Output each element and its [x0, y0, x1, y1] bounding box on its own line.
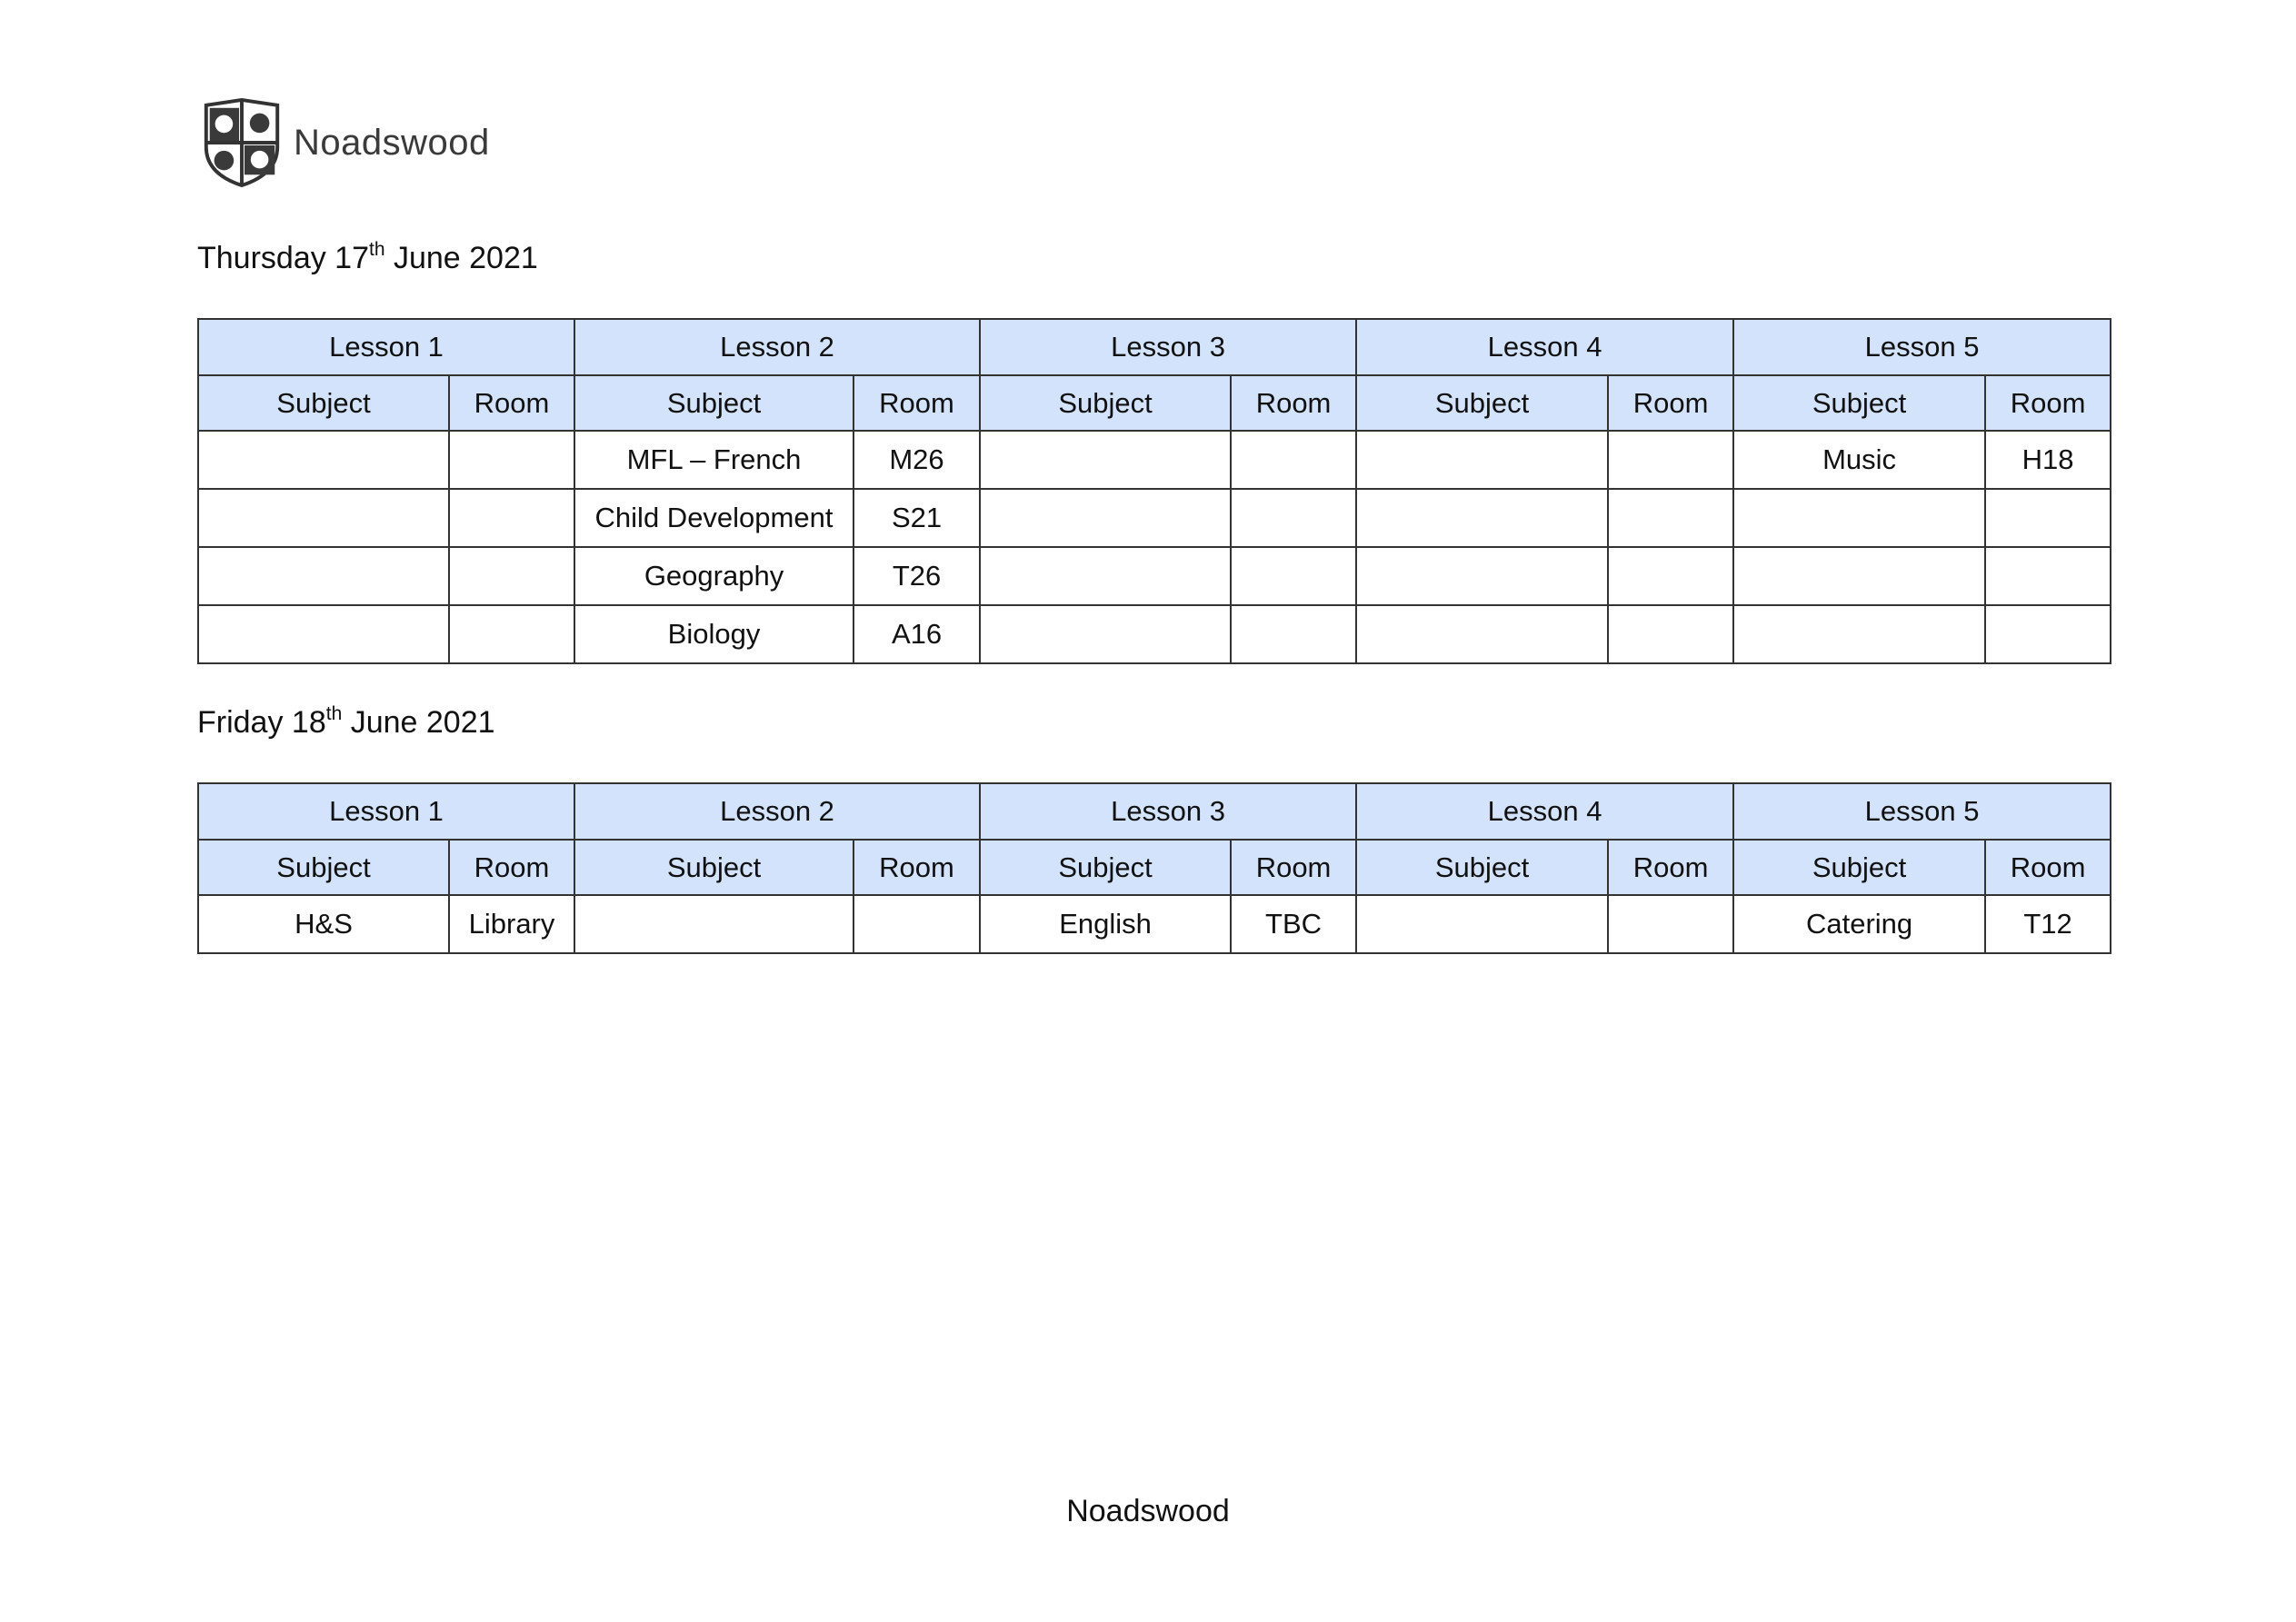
date-prefix: Thursday 17 — [197, 241, 369, 275]
room-cell — [854, 895, 980, 953]
date-suffix: th — [369, 239, 385, 260]
timetable-thursday — [197, 318, 2111, 664]
lesson-header: Lesson 4 — [1356, 783, 1733, 840]
room-cell: TBC — [1231, 895, 1356, 953]
page-footer: Noadswood — [1066, 1494, 1230, 1528]
lesson-header: Lesson 1 — [198, 783, 574, 840]
subject-cell — [198, 547, 449, 605]
lesson-header: Lesson 2 — [574, 783, 980, 840]
subject-header: Subject — [574, 840, 854, 895]
table-row — [198, 489, 2111, 547]
subject-header: Subject — [198, 840, 449, 895]
lesson-header: Lesson 3 — [980, 319, 1356, 375]
room-cell — [1231, 431, 1356, 489]
subject-cell — [198, 489, 449, 547]
date-suffix: th — [325, 703, 343, 724]
table-row — [198, 605, 2111, 663]
subject-cell: Child Development — [574, 489, 854, 547]
room-cell — [1608, 489, 1733, 547]
subject-cell: Music — [1733, 431, 1985, 489]
room-cell: M26 — [854, 431, 980, 489]
subject-cell — [574, 895, 854, 953]
date-prefix: Friday 18 — [197, 705, 326, 740]
subject-cell — [980, 489, 1231, 547]
room-cell — [1608, 431, 1733, 489]
room-cell: A16 — [854, 605, 980, 663]
room-header: Room — [1231, 840, 1356, 895]
school-crest-icon — [197, 98, 286, 187]
room-cell — [1608, 895, 1733, 953]
subject-cell — [1356, 547, 1608, 605]
subject-cell — [1733, 547, 1985, 605]
subject-header: Subject — [1733, 375, 1985, 431]
room-cell — [1231, 489, 1356, 547]
subject-cell — [1356, 605, 1608, 663]
table-row — [198, 895, 2111, 953]
room-cell — [449, 605, 574, 663]
subject-cell — [980, 605, 1231, 663]
table-row — [198, 547, 2111, 605]
room-header: Room — [1985, 375, 2111, 431]
school-logo — [197, 98, 490, 187]
room-header: Room — [1608, 840, 1733, 895]
room-header: Room — [854, 375, 980, 431]
subject-header: Subject — [980, 375, 1231, 431]
lesson-header: Lesson 4 — [1356, 319, 1733, 375]
room-header: Room — [854, 840, 980, 895]
subject-header: Subject — [574, 375, 854, 431]
logo-text: Noadswood — [294, 122, 490, 163]
room-cell — [1985, 547, 2111, 605]
room-cell — [449, 431, 574, 489]
room-cell: T26 — [854, 547, 980, 605]
subject-header: Subject — [1356, 375, 1608, 431]
lesson-header: Lesson 5 — [1733, 783, 2111, 840]
timetable-friday — [197, 782, 2111, 954]
room-header: Room — [449, 375, 574, 431]
subject-cell — [1356, 489, 1608, 547]
lesson-header: Lesson 2 — [574, 319, 980, 375]
room-cell: H18 — [1985, 431, 2111, 489]
subject-cell — [1733, 605, 1985, 663]
room-header: Room — [449, 840, 574, 895]
room-cell — [1608, 547, 1733, 605]
table-row — [198, 431, 2111, 489]
room-cell: S21 — [854, 489, 980, 547]
room-header: Room — [1985, 840, 2111, 895]
subject-cell: Biology — [574, 605, 854, 663]
subject-cell: English — [980, 895, 1231, 953]
subject-cell — [198, 431, 449, 489]
room-cell — [1608, 605, 1733, 663]
room-header: Room — [1231, 375, 1356, 431]
subject-cell: Geography — [574, 547, 854, 605]
subject-cell — [1356, 895, 1608, 953]
subject-header: Subject — [980, 840, 1231, 895]
room-cell: T12 — [1985, 895, 2111, 953]
room-cell — [1231, 605, 1356, 663]
subject-cell — [1356, 431, 1608, 489]
subject-cell: MFL – French — [574, 431, 854, 489]
subject-cell: H&S — [198, 895, 449, 953]
lesson-header: Lesson 1 — [198, 319, 574, 375]
date-rest: June 2021 — [342, 705, 495, 740]
lesson-header: Lesson 5 — [1733, 319, 2111, 375]
room-header: Room — [1608, 375, 1733, 431]
subject-header: Subject — [198, 375, 449, 431]
room-cell: Library — [449, 895, 574, 953]
subject-cell — [980, 547, 1231, 605]
subject-header: Subject — [1356, 840, 1608, 895]
subject-cell — [980, 431, 1231, 489]
subject-header: Subject — [1733, 840, 1985, 895]
date-rest: June 2021 — [384, 241, 538, 275]
lesson-header: Lesson 3 — [980, 783, 1356, 840]
room-cell — [1985, 605, 2111, 663]
room-cell — [1231, 547, 1356, 605]
subject-cell: Catering — [1733, 895, 1985, 953]
room-cell — [449, 489, 574, 547]
date-heading-friday — [197, 704, 495, 741]
date-heading-thursday — [197, 240, 538, 276]
subject-cell — [1733, 489, 1985, 547]
room-cell — [1985, 489, 2111, 547]
subject-cell — [198, 605, 449, 663]
room-cell — [449, 547, 574, 605]
